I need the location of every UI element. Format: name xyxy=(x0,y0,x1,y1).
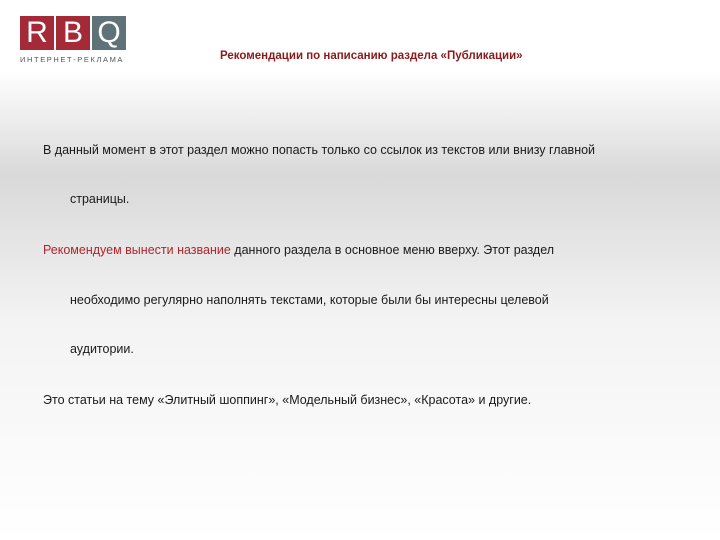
paragraph-3-line-1: Это статьи на тему «Элитный шоппинг», «Модельный бизнес», «Красота» и другие. xyxy=(43,393,532,407)
paragraph-2-line-1 xyxy=(43,243,683,258)
page-title: Рекомендации по написанию раздела «Публикации» xyxy=(220,50,523,62)
logo-letter-r: R xyxy=(20,16,54,50)
paragraph-2-line-3: аудитории. xyxy=(70,342,134,356)
rbq-logo xyxy=(20,16,128,68)
logo-tagline: ИНТЕРНЕТ-РЕКЛАМА xyxy=(20,55,125,64)
paragraph-1-line-1: В данный момент в этот раздел можно попасть только со ссылок из текстов или внизу главной xyxy=(43,143,596,157)
highlighted-recommendation: Рекомендуем вынести название xyxy=(43,243,231,257)
paragraph-2-line-2: необходимо регулярно наполнять текстами, которые были бы интересны целевой xyxy=(70,293,549,307)
logo-letter-b: B xyxy=(56,16,90,50)
paragraph-2-line-1-rest: данного раздела в основное меню вверху. Этот раздел xyxy=(230,243,555,257)
paragraph-1-line-2: страницы. xyxy=(70,192,130,206)
logo-letter-q: Q xyxy=(92,16,126,50)
logo-letters xyxy=(20,16,128,50)
